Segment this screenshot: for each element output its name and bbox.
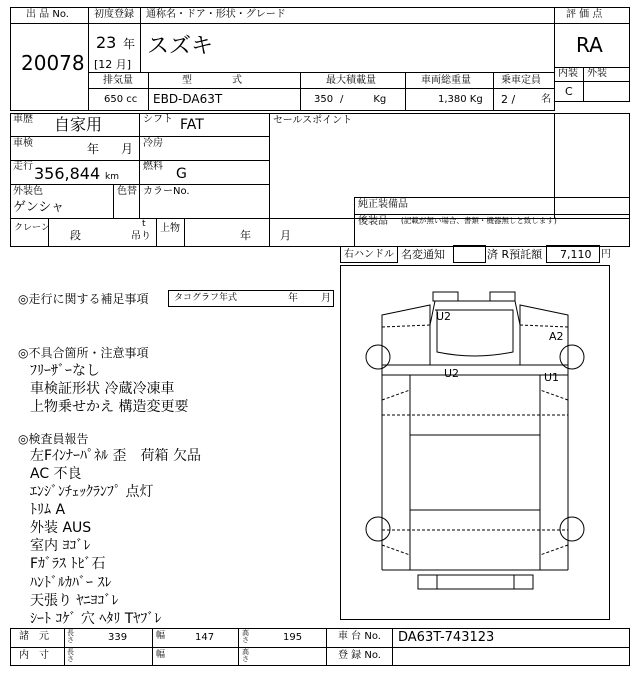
first-reg-month: [12 月]	[94, 58, 132, 71]
width-value: 147	[195, 632, 215, 643]
grade-value: RA	[576, 33, 603, 57]
mileage-unit: km	[105, 172, 119, 182]
color-change-label: 色替	[117, 186, 137, 197]
inspector-title: ◎検査員報告	[18, 432, 89, 446]
inspector-line-9: 天張り ﾔﾆﾖｺﾞﾚ	[30, 593, 119, 609]
crane-ton: t	[142, 219, 146, 229]
color-value: ゲンシャ	[13, 200, 65, 215]
crane-label: クレーン	[14, 223, 50, 233]
max-load-value: 350	[314, 94, 334, 105]
upper-label: 上物	[160, 223, 180, 234]
crane-hang: 吊り	[131, 231, 151, 242]
inspector-line-7: Fｶﾞﾗｽ ﾄﾋﾞ石	[30, 556, 106, 572]
lot-label: 出 品 No.	[26, 9, 69, 20]
exterior-grade-cell	[583, 81, 630, 102]
sales-point-label: セールスポイント	[273, 115, 353, 126]
crane-stage: 段	[70, 229, 81, 242]
fuel-value: G	[176, 166, 187, 182]
inspector-line-2: AC 不良	[30, 466, 82, 482]
retrofit-note: (記載が無い場合、書類・機器無しと致します)	[401, 216, 557, 225]
first-reg-label: 初度登録	[94, 9, 134, 20]
ac-label: 冷房	[143, 138, 163, 149]
lot-number: 20078	[21, 51, 85, 75]
interior-grade: C	[565, 85, 573, 98]
inspection-label: 車検	[13, 138, 33, 149]
max-load-unit: / Kg	[340, 94, 387, 105]
width-label: 幅	[156, 631, 166, 641]
length-value: 339	[108, 632, 128, 643]
recycle-amount: 7,110	[560, 248, 592, 261]
interior-label: 内装	[558, 68, 578, 79]
inspector-line-10: ｼｰﾄ ｺｹﾞ 穴 ﾍﾀﾘ Tﾔﾌﾞﾚ	[30, 611, 162, 627]
defect-3: 上物乗せかえ 構造変更要	[30, 399, 189, 415]
model-label: 型 式	[182, 75, 242, 86]
truck-diagram	[340, 265, 610, 620]
mileage-label: 走行	[13, 161, 33, 172]
defects-title: ◎不具合箇所・注意事項	[18, 346, 149, 360]
height-value: 195	[283, 632, 303, 643]
spec-label-row	[88, 72, 555, 89]
driving-title: ◎走行に関する補足事項	[18, 292, 149, 306]
height-label: 高さ	[242, 629, 249, 644]
damage-mark-u2-cab: U2	[436, 310, 452, 323]
max-load-label: 最大積載量	[326, 75, 376, 86]
color-label: 外装色	[13, 186, 43, 197]
first-reg-year: 23	[96, 33, 117, 52]
exterior-label: 外装	[587, 68, 607, 79]
recycle-label: 済 R預託額	[487, 248, 543, 261]
capacity-unit: 名	[541, 94, 551, 105]
make: スズキ	[147, 34, 214, 59]
interior-height-label: 高さ	[242, 648, 249, 663]
recycle-unit: 円	[601, 249, 611, 260]
defect-1: ﾌﾘｰｻﾞｰなし	[30, 363, 100, 379]
usage-value: 自家用	[54, 115, 103, 134]
inspector-line-4: ﾄﾘﾑ A	[30, 502, 66, 518]
damage-mark-a2: A2	[549, 330, 564, 343]
genuine-label: 純正装備品	[358, 199, 408, 210]
upper-year: 年	[240, 229, 251, 242]
damage-mark-u2-door: U2	[444, 367, 460, 380]
tacho-month: 月	[321, 293, 331, 304]
color-code-label: カラーNo.	[143, 186, 190, 197]
name-label: 通称名・ドア・形状・グレード	[146, 9, 286, 20]
mileage-value: 356,844	[34, 164, 101, 183]
interior-dim-label: 内 寸	[19, 650, 49, 661]
capacity-value: 2 /	[501, 93, 516, 106]
inspection-month: 月	[121, 142, 134, 156]
grade-label: 評 価 点	[566, 9, 603, 20]
spec-footer-label: 諸 元	[19, 631, 49, 642]
chassis-value: DA63T-743123	[398, 630, 495, 645]
defect-2: 車検証形状 冷蔵冷凍車	[30, 381, 175, 397]
chassis-label: 車 台 No.	[338, 631, 381, 642]
inspector-line-5: 外装 AUS	[30, 520, 92, 536]
fuel-label: 燃料	[143, 161, 163, 172]
interior-width-label: 幅	[156, 650, 166, 660]
inspector-line-3: ｴﾝｼﾞﾝﾁｪｯｸﾗﾝﾌﾟ 点灯	[30, 484, 154, 500]
displacement-label: 排気量	[103, 75, 133, 86]
name-change-box	[453, 245, 486, 263]
tacho-label: タコグラフ年式	[174, 293, 238, 303]
inspector-line-1: 左Fｲﾝﾅｰﾊﾟﾈﾙ 歪 荷箱 欠品	[30, 448, 201, 464]
interior-length-label: 長さ	[67, 648, 74, 663]
reg-label: 登 録 No.	[338, 650, 381, 661]
length-label: 長さ	[67, 629, 74, 644]
shift-label: シフト	[143, 114, 173, 125]
first-reg-year-unit: 年	[123, 37, 136, 51]
gvw-value: 1,380 Kg	[438, 94, 483, 105]
inspector-line-6: 室内 ﾖｺﾞﾚ	[30, 538, 91, 554]
displacement-value: 650 cc	[104, 94, 138, 105]
shift-value: FAT	[180, 117, 204, 133]
upper-month: 月	[280, 229, 291, 242]
model-value: EBD-DA63T	[153, 92, 223, 106]
capacity-label: 乗車定員	[501, 75, 541, 86]
inspection-year: 年	[87, 142, 100, 156]
inspector-line-8: ﾊﾝﾄﾞﾙｶﾊﾞｰ ｽﾚ	[30, 575, 112, 591]
retrofit-label: 後装品	[358, 216, 388, 227]
gvw-label: 車両総重量	[421, 75, 471, 86]
usage-label: 車歴	[13, 114, 33, 125]
tacho-year: 年	[288, 293, 298, 304]
name-change-label: 名変通知	[401, 248, 445, 261]
rhd-label: 右ハンドル	[344, 249, 394, 260]
damage-mark-u1: U1	[544, 371, 560, 384]
